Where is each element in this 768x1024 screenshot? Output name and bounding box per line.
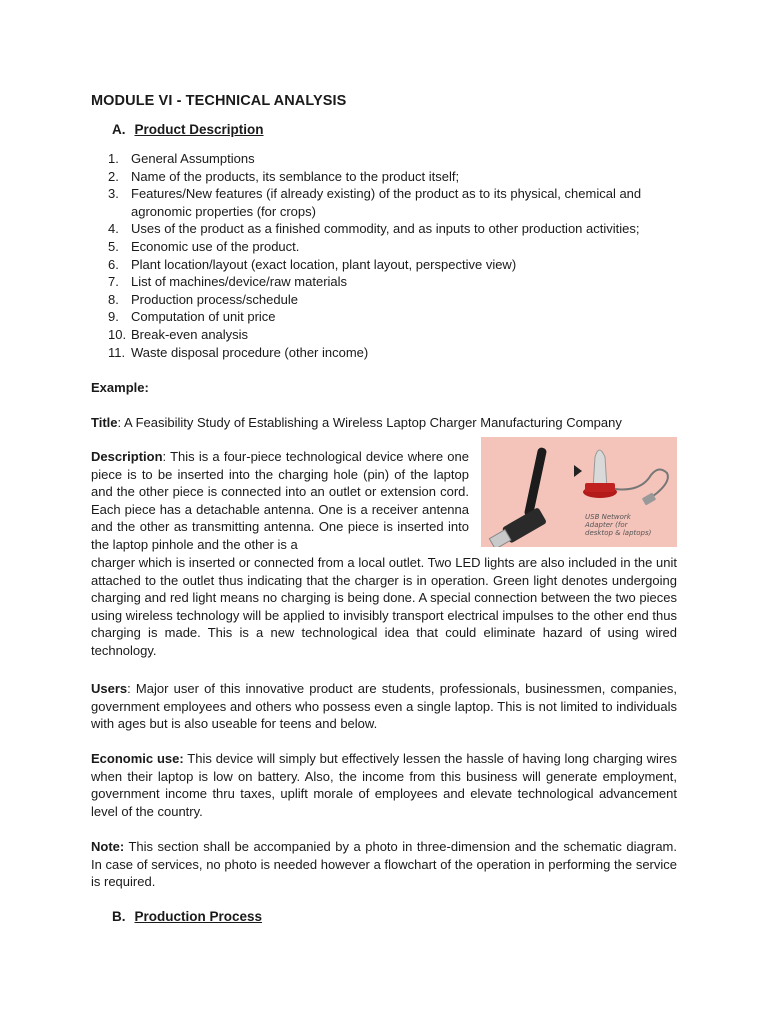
- list-item: [108, 326, 683, 344]
- description-label: Description: [91, 449, 163, 464]
- list-item-number: 11.: [108, 344, 126, 360]
- assumptions-list: [108, 150, 683, 361]
- users-paragraph: [91, 680, 677, 733]
- list-item: [108, 150, 683, 168]
- list-item: [108, 273, 683, 291]
- caption-line: desktop & laptops): [585, 529, 652, 537]
- usb-adapter-photo: [481, 437, 677, 547]
- note-text: This section shall be accompanied by a photo in three-dimension and the schematic diagram. In case of services, no photo is needed however a flowchart of the operation in performing the service is required.: [91, 839, 677, 890]
- title-paragraph: [91, 414, 677, 432]
- section-a-heading: [112, 122, 264, 137]
- section-b-heading: [112, 909, 262, 924]
- list-item: [108, 291, 683, 309]
- list-item-text: Name of the products, its semblance to the product itself;: [131, 168, 460, 184]
- note-paragraph: [91, 838, 677, 891]
- list-item-text: Production process/schedule: [131, 291, 298, 307]
- list-item-number: 9.: [108, 309, 119, 325]
- section-a-letter: A.: [112, 122, 126, 137]
- economic-use-paragraph: [91, 750, 677, 820]
- list-item-number: 8.: [108, 291, 119, 307]
- list-item: [108, 238, 683, 256]
- note-label: Note:: [91, 839, 125, 854]
- example-label: Example:: [91, 380, 149, 395]
- image-caption: [585, 513, 651, 537]
- section-b-label: Production Process: [134, 909, 263, 924]
- list-item-text: Economic use of the product.: [131, 238, 300, 254]
- title-text: : A Feasibility Study of Establishing a Wireless Laptop Charger Manufacturing Company: [117, 415, 622, 430]
- list-item-number: 4.: [108, 221, 119, 237]
- list-item-text: List of machines/device/raw materials: [131, 274, 348, 290]
- users-text: : Major user of this innovative product are students, professionals, businessmen, companies, government employees and others who possess even a single laptop. This is not limited to individuals with ages but is also useable for teens and below.: [91, 681, 677, 732]
- list-item: [108, 308, 683, 326]
- caption-line: Adapter (for: [585, 521, 628, 529]
- list-item-text: Plant location/layout (exact location, plant layout, perspective view): [131, 256, 517, 272]
- users-label: Users: [91, 681, 128, 696]
- list-item-number: 10.: [108, 326, 127, 342]
- list-item-number: 6.: [108, 256, 119, 272]
- list-item-text: Uses of the product as a finished commodity, and as inputs to other production activities;: [131, 221, 640, 237]
- section-a-label: Product Description: [134, 122, 264, 137]
- list-item: [108, 344, 683, 362]
- list-item: [108, 256, 683, 274]
- list-item-text: Break-even analysis: [131, 326, 249, 342]
- list-item-number: 1.: [108, 151, 119, 166]
- list-item-text: Waste disposal procedure (other income): [131, 344, 369, 360]
- description-paragraph-part1: [91, 448, 469, 554]
- list-item-number: 3.: [108, 186, 119, 202]
- list-item: [108, 168, 683, 186]
- list-item-text: Computation of unit price: [131, 309, 276, 325]
- list-item-number: 2.: [108, 168, 119, 184]
- list-item-number: 7.: [108, 274, 119, 290]
- module-title: MODULE VI - TECHNICAL ANALYSIS: [91, 93, 347, 109]
- list-item-number: 5.: [108, 238, 119, 254]
- economic-use-label: Economic use:: [91, 751, 184, 766]
- list-item: [108, 220, 683, 238]
- description-text-part1: : This is a four-piece technological device where one piece is to be inserted into the charging hole (pin) of the laptop and the other piece is connected into an outlet or extension cord. Each piece has a detachable antenna. One is a receiver antenna and the other as transmitting antenna. One piece is inserted into the laptop pinhole and the other is a: [91, 449, 469, 552]
- title-label: Title: [91, 415, 118, 430]
- list-item-text: General Assumptions: [131, 151, 255, 166]
- economic-use-text: This device will simply but effectively lessen the hassle of having long charging wires when their laptop is low on battery. Also, the income from this business will generate employment, government income thru taxes, uplift morale of employees and elevate technological advancement level of the country.: [91, 751, 678, 819]
- caption-line: USB Network: [585, 513, 631, 521]
- list-item: [108, 185, 683, 220]
- section-b-letter: B.: [112, 909, 126, 924]
- description-paragraph-part2: charger which is inserted or connected from a local outlet. Two LED lights are also included in the unit attached to the outlet thus indicating that the charger is in operation. Green light denotes undergoing charging and red light means no charging is being done. A special connection between the two pieces using wireless technology will be applied to invisibly transport electrical impulses to the other end thus charging is made. This is a new technological idea that could eliminate hazard of using wired technology.: [91, 555, 677, 658]
- list-item-text: Features/New features (if already existing) of the product as to its physical, chemical and agronomic properties (for crops): [131, 186, 642, 219]
